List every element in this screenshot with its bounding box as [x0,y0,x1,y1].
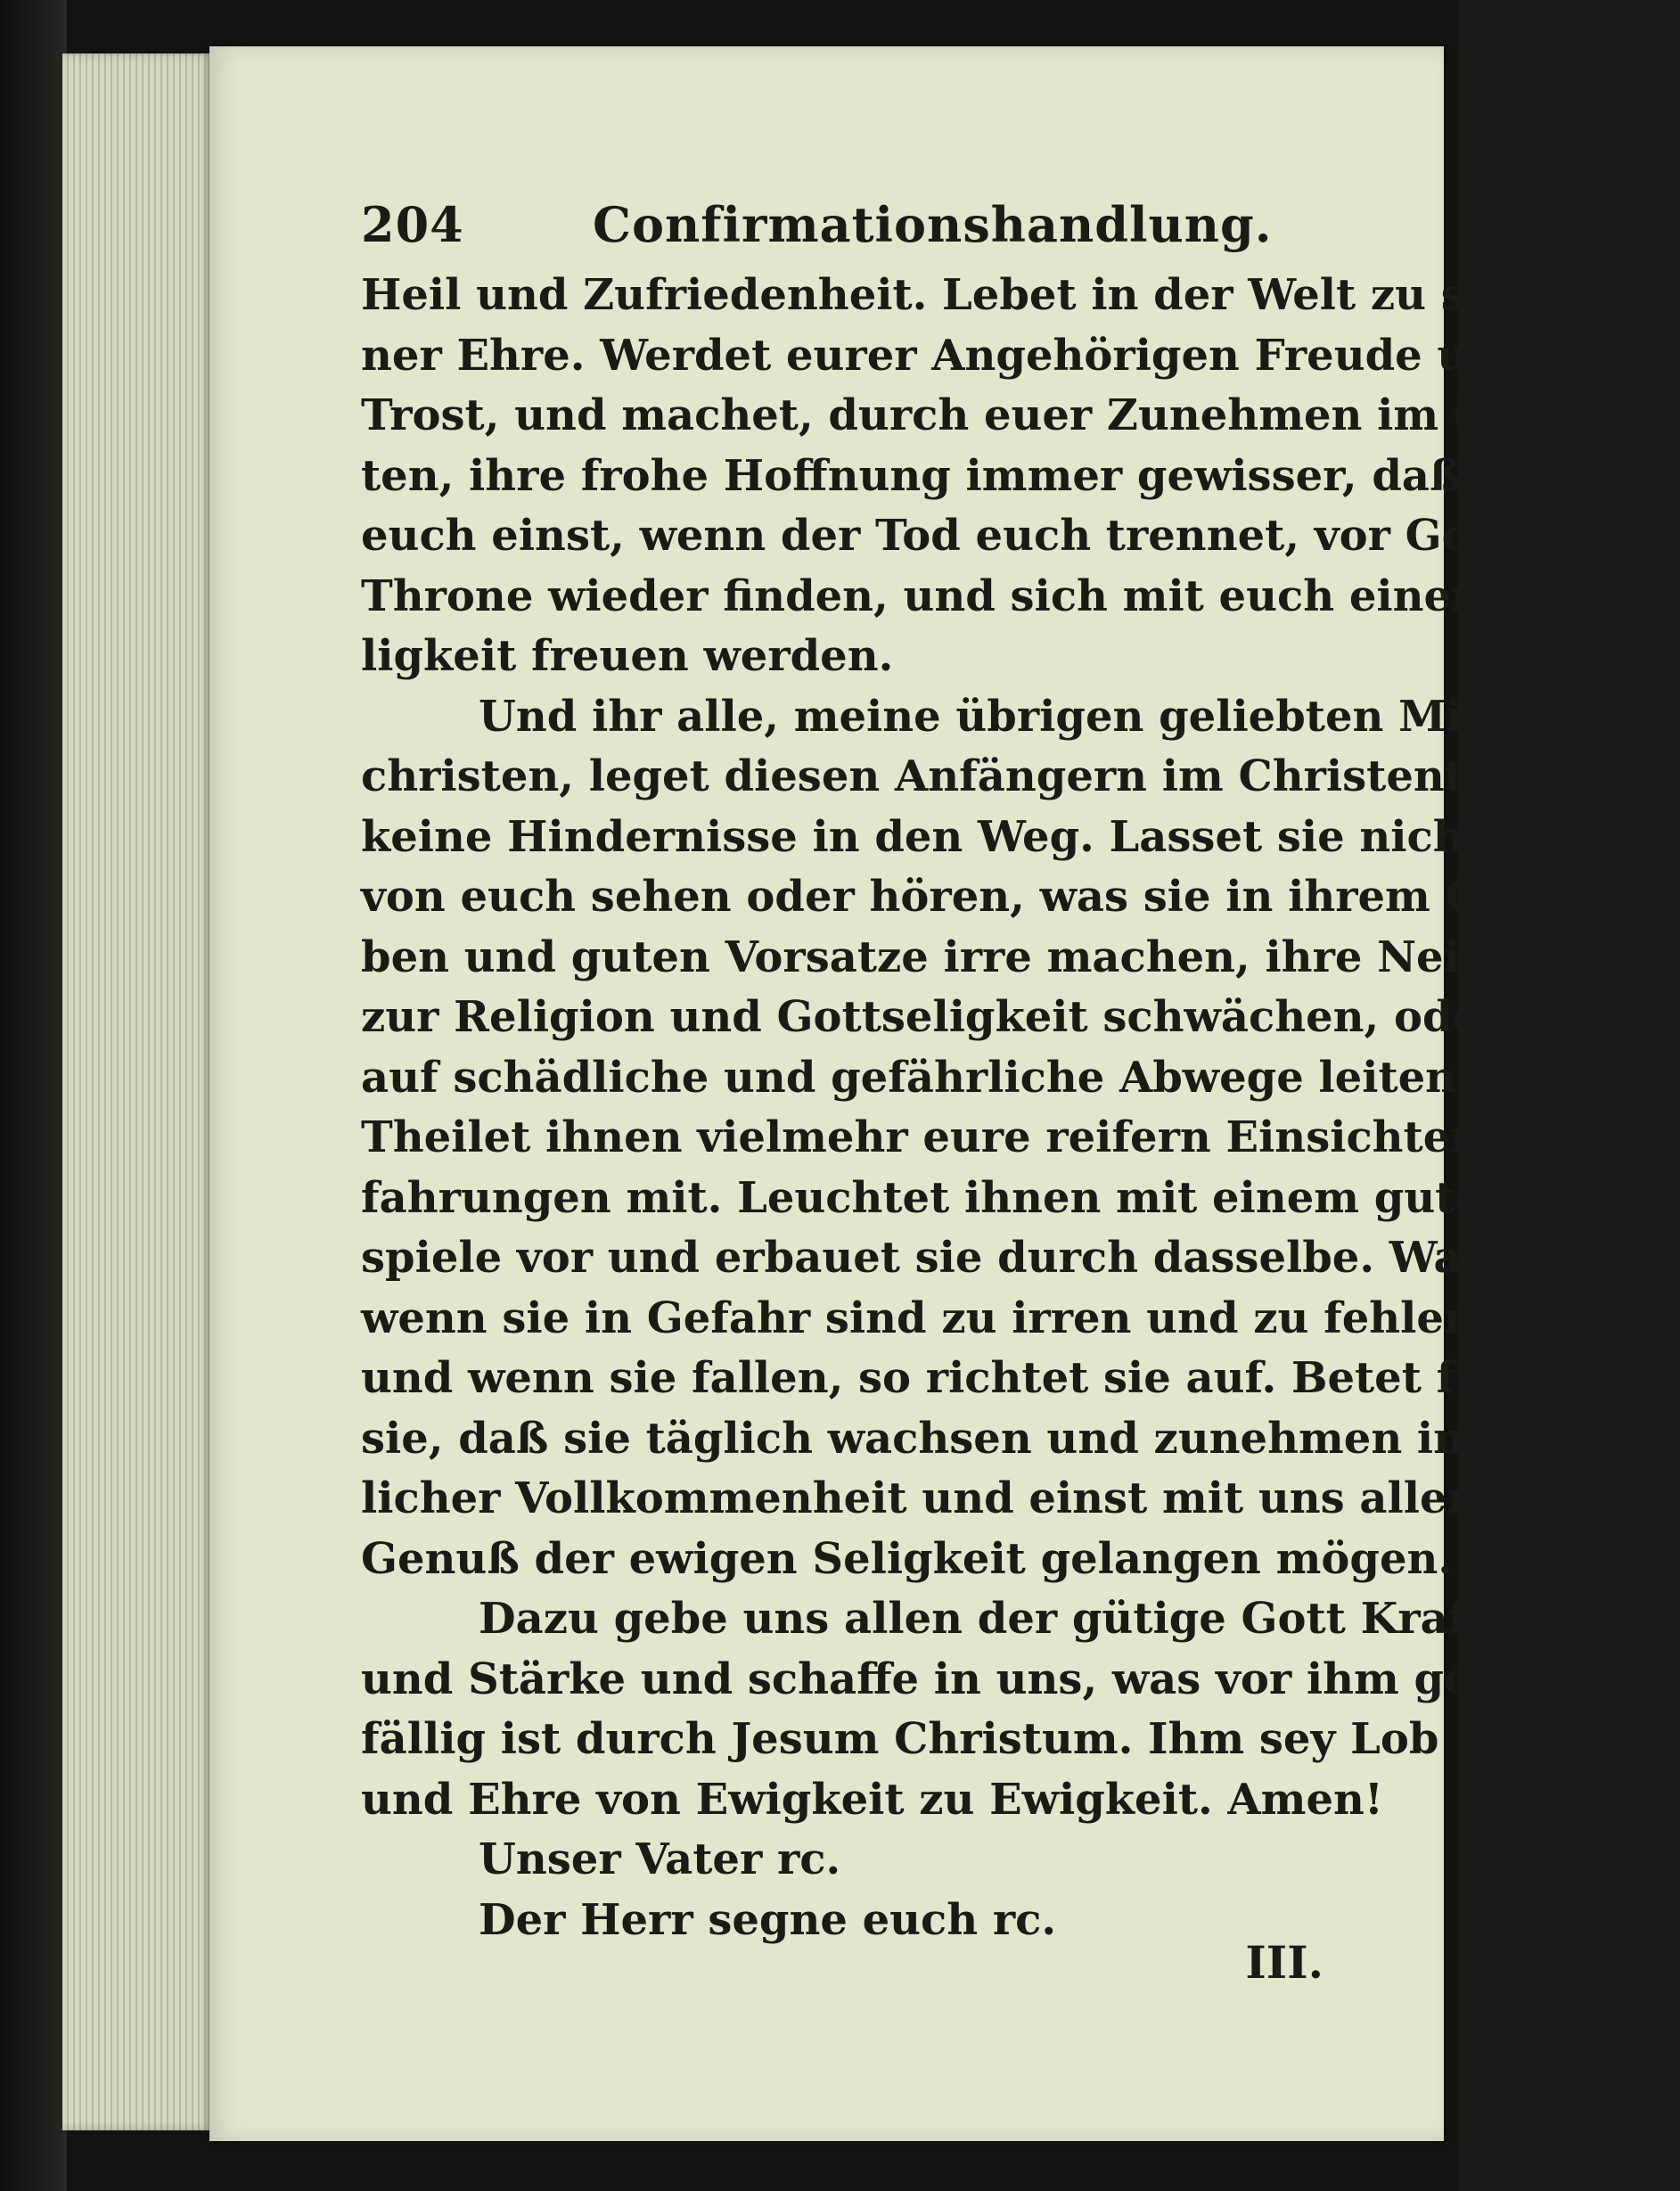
page-content [361,180,1680,1989]
text-line: keine Hindernisse in den Weg. Lasset sie nichts [361,811,1508,862]
text-line: licher Vollkommenheit und einst mit uns allen zum [361,1473,1594,1523]
text-line: fällig ist durch Jesum Christum. Ihm sey Lob [361,1714,1439,1764]
catchword: III. [1245,1936,1324,1989]
lords-prayer-line: Unser Vater rc. [479,1834,841,1884]
text-line: und Stärke und schaffe in uns, was vor ihm ge- [361,1654,1489,1704]
body-text [361,266,1680,1950]
paragraph-2 [361,687,1680,1590]
running-head [361,180,1324,266]
text-line: sie, daß sie täglich wachsen und zunehmen in christ- [361,1413,1637,1464]
text-line: Heil und Zufriedenheit. Lebet in der Welt zu sei- [361,270,1527,320]
paragraph-3 [361,1589,1489,1830]
page-number: 204 [361,196,464,253]
text-line: ner Ehre. Werdet eurer Angehörigen Freude und [361,330,1529,381]
text-line: christen, leget diesen Anfängern im Christenthume [361,751,1600,801]
text-line: Theilet ihnen vielmehr eure reifern Einsichten und Er- [361,1112,1676,1162]
text-line: euch einst, wenn der Tod euch trennet, vor Gottes [361,511,1561,561]
paragraph-1 [361,266,1565,687]
text-line: zur Religion und Gottseligkeit schwächen, oder sie gar [361,992,1680,1042]
text-line: Throne wieder finden, und sich mit euch einer Se- [361,570,1565,621]
text-line: ligkeit freuen werden. [361,631,894,681]
text-line: und Ehre von Ewigkeit zu Ewigkeit. Amen! [361,1774,1383,1825]
page-stack-edges [62,53,214,2130]
text-line: fahrungen mit. Leuchtet ihnen mit einem guten Bey- [361,1172,1635,1223]
text-line: Trost, und machet, durch euer Zunehmen im Gu- [361,390,1539,440]
text-line: auf schädliche und gefährliche Abwege leiten könnte. [361,1052,1654,1103]
text-line: Dazu gebe uns allen der gütige Gott Kraft [479,1594,1487,1644]
text-line: Und ihr alle, meine übrigen geliebten Mit- [479,691,1500,742]
text-line: und wenn sie fallen, so richtet sie auf. Betet für [361,1353,1509,1403]
text-line: wenn sie in Gefahr sind zu irren und zu fehlen, [361,1292,1490,1343]
running-title: Confirmationshandlung. [593,196,1273,253]
closing-formulas [361,1830,1324,1950]
text-line: ben und guten Vorsatze irre machen, ihre Neigung [361,931,1582,982]
text-line: spiele vor und erbauet sie durch dasselbe. Warnet sie, [361,1233,1660,1283]
book-binding-edge [0,0,67,2191]
text-line: Genuß der ewigen Seligkeit gelangen mögen. [361,1533,1454,1584]
text-line: ten, ihre frohe Hoffnung immer gewisser, daß sie [361,450,1545,501]
text-line: von euch sehen oder hören, was sie in ihrem Glau- [361,872,1575,922]
book-page [209,46,1680,2141]
blessing-line: Der Herr segne euch rc. [479,1894,1057,1945]
